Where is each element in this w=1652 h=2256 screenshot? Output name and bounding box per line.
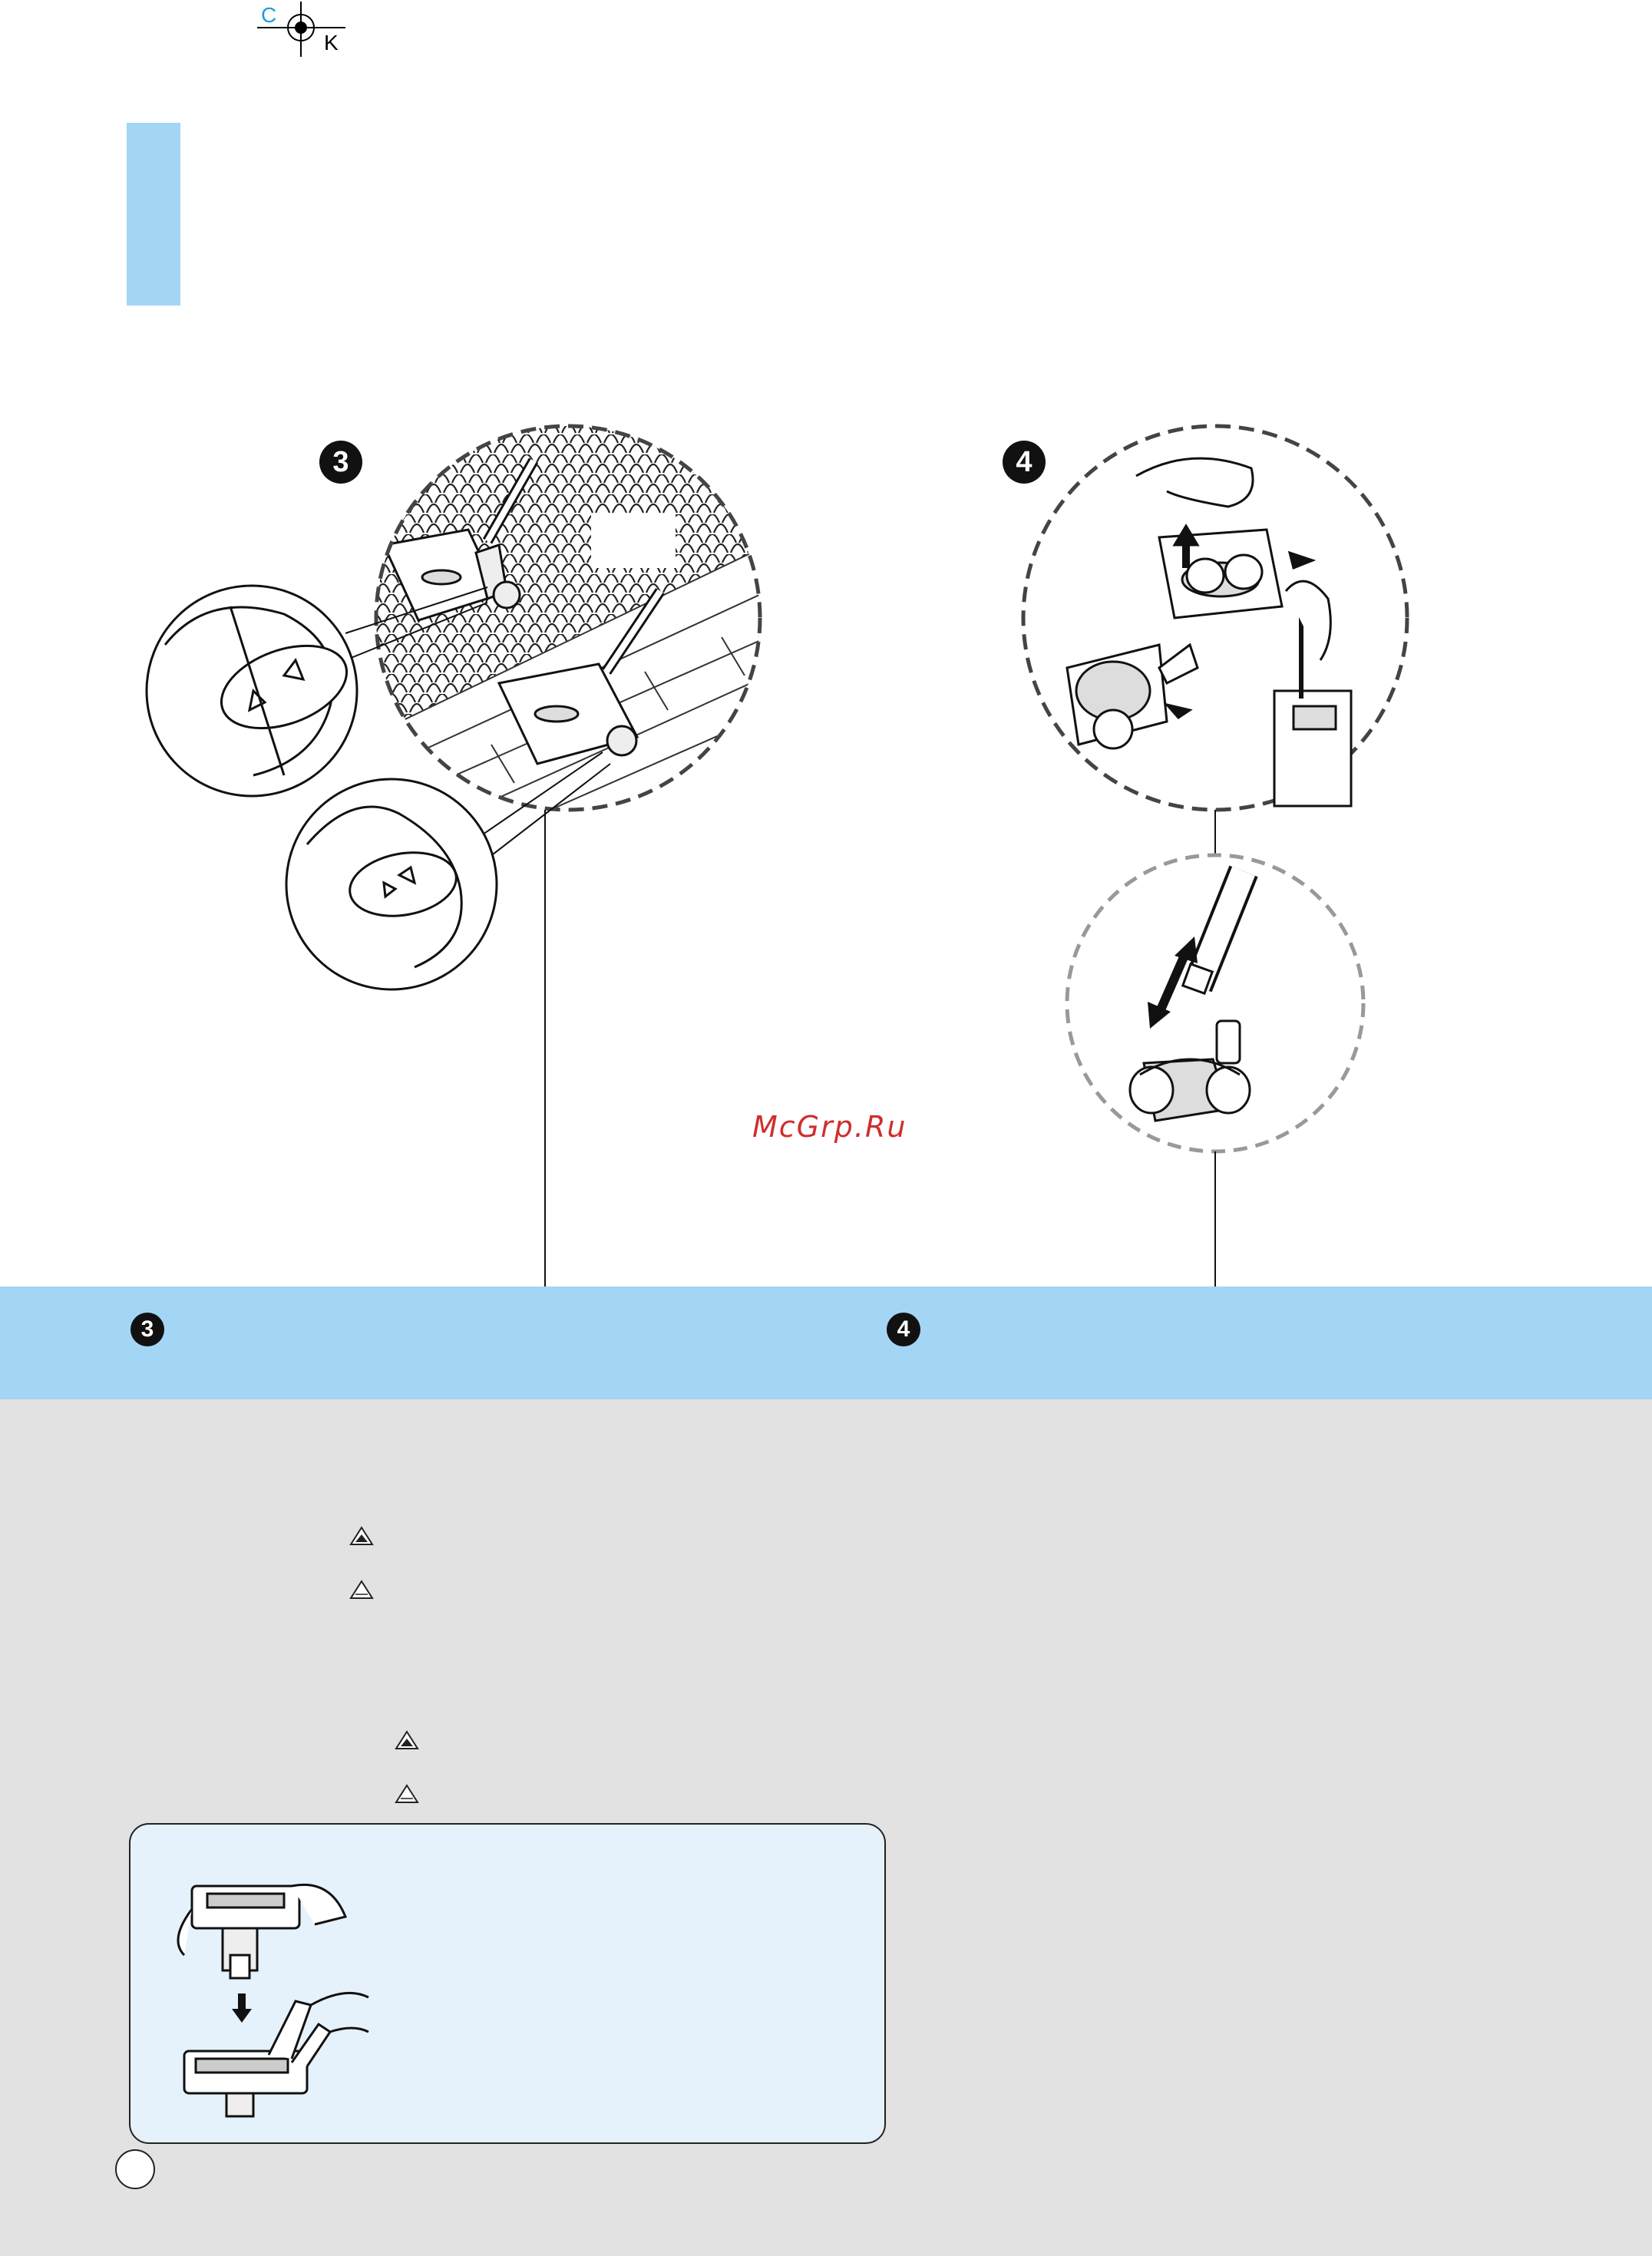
step-4-illustration-badge: 4: [1003, 441, 1046, 484]
note-box: [129, 1823, 886, 2144]
watermark: McGrp.Ru: [752, 1110, 907, 1144]
carpet-mode-triangle-icon: [349, 1525, 375, 1547]
carpet-mode-triangle-icon: [394, 1729, 420, 1751]
floor-mode-triangle-icon: [394, 1783, 420, 1805]
registration-black-label: K: [324, 31, 339, 55]
page-number-circle: [115, 2149, 155, 2189]
steps-band: [0, 1287, 1652, 1399]
step-3-illustration-badge: 3: [319, 441, 362, 484]
registration-cyan-label: C: [261, 3, 277, 27]
step-3-badge: 3: [131, 1313, 164, 1346]
illustration-step-4: [1013, 415, 1428, 1290]
registration-mark: [253, 0, 353, 61]
note-illustration: [177, 1871, 422, 2124]
down-arrow-icon: [232, 2009, 252, 2023]
floor-mode-triangle-icon: [349, 1579, 375, 1600]
step-4-badge: 4: [887, 1313, 920, 1346]
illustration-step-3: [138, 415, 752, 1290]
section-tab: [127, 123, 180, 306]
